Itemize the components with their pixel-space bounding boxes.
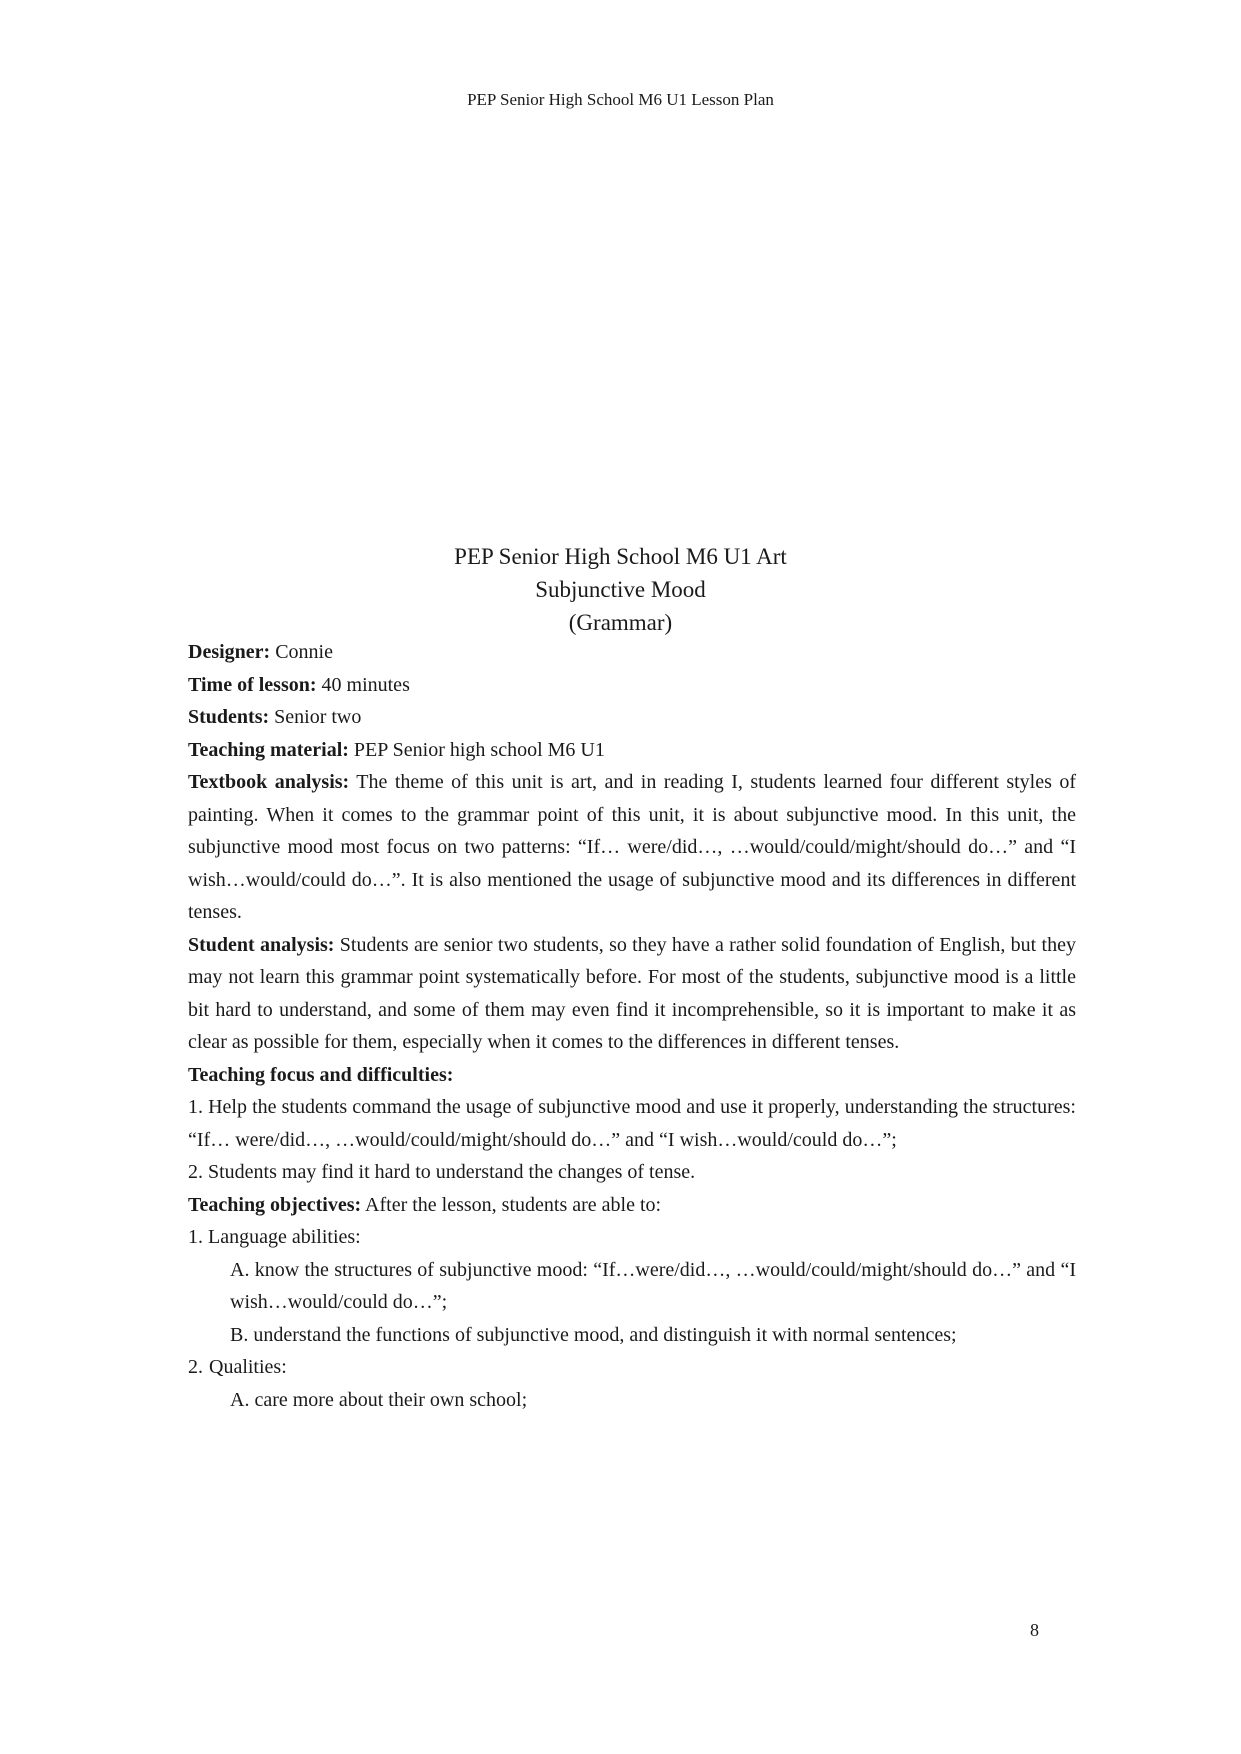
time-line — [188, 669, 1076, 702]
textbook-value: The theme of this unit is art, and in reading I, students learned four different styles of painting. When it comes to the grammar point of this unit, it is about subjunctive mood. In this unit, the subjunctive mood most focus on two patterns: “If… were/did…, …would/could/might/should do…” and “I wish…would/could do…”. It is also mentioned the usage of subjunctive mood and its differences in different tenses. — [188, 771, 1076, 923]
material-line — [188, 734, 1076, 767]
time-label: Time of lesson: — [188, 673, 317, 696]
focus-item-2: 2. Students may find it hard to understand the changes of tense. — [188, 1161, 696, 1183]
qualities-objective-a: A. care more about their own school; — [230, 1388, 528, 1411]
lesson-body — [188, 636, 1076, 1416]
designer-label: Designer: — [188, 641, 271, 663]
lesson-subtitle: Subjunctive Mood — [535, 577, 706, 602]
page-number: 8 — [1030, 1620, 1039, 1640]
time-value: 40 minutes — [316, 673, 410, 696]
language-objective-b: B. understand the functions of subjunctive mood, and distinguish it with normal sentences; — [230, 1323, 957, 1346]
objectives-value: After the lesson, students are able to: — [361, 1193, 662, 1216]
designer-value: Connie — [270, 641, 333, 663]
material-label: Teaching material: — [188, 738, 349, 761]
focus-label: Teaching focus and difficulties: — [188, 1063, 454, 1086]
lesson-title: PEP Senior High School M6 U1 Art — [454, 544, 787, 569]
qualities-number: 2. — [188, 1356, 203, 1378]
focus-item-1: 1. Help the students command the usage of subjunctive mood and use it properly, understanding the structures: “If… were/did…, …would/could/might/should do…” and “I wish…would/could do…”; — [188, 1096, 1076, 1151]
textbook-analysis — [188, 766, 1076, 929]
student-analysis-value: Students are senior two students, so they have a rather solid foundation of English, but they may not learn this grammar point systematically before. For most of the students, subjunctive mood is a little bit hard to understand, and some of them may even find it incomprehensible, so it is important to make it as clear as possible for them, especially when it comes to the differences in different tenses. — [188, 933, 1076, 1053]
language-abilities-heading: 1. Language abilities: — [188, 1226, 361, 1248]
page-header: PEP Senior High School M6 U1 Lesson Plan — [467, 90, 774, 109]
focus-heading — [188, 1059, 1076, 1092]
objectives-label: Teaching objectives: — [188, 1193, 362, 1216]
students-line — [188, 701, 1076, 734]
qualities-heading — [188, 1351, 1076, 1384]
student-analysis-label: Student analysis: — [188, 933, 335, 956]
students-label: Students: — [188, 706, 270, 728]
lesson-type: (Grammar) — [568, 610, 673, 635]
language-objective-a: A. know the structures of subjunctive mood: “If…were/did…, …would/could/might/should do…” and “I wish…would/could do…”; — [230, 1258, 1076, 1313]
textbook-label: Textbook analysis: — [188, 771, 350, 793]
students-value: Senior two — [269, 706, 362, 728]
student-analysis — [188, 929, 1076, 1059]
designer-line — [188, 636, 1076, 669]
material-value: PEP Senior high school M6 U1 — [348, 738, 605, 761]
title-block — [0, 540, 1241, 639]
objectives-line — [188, 1189, 1076, 1222]
qualities-label: Qualities: — [209, 1356, 287, 1378]
